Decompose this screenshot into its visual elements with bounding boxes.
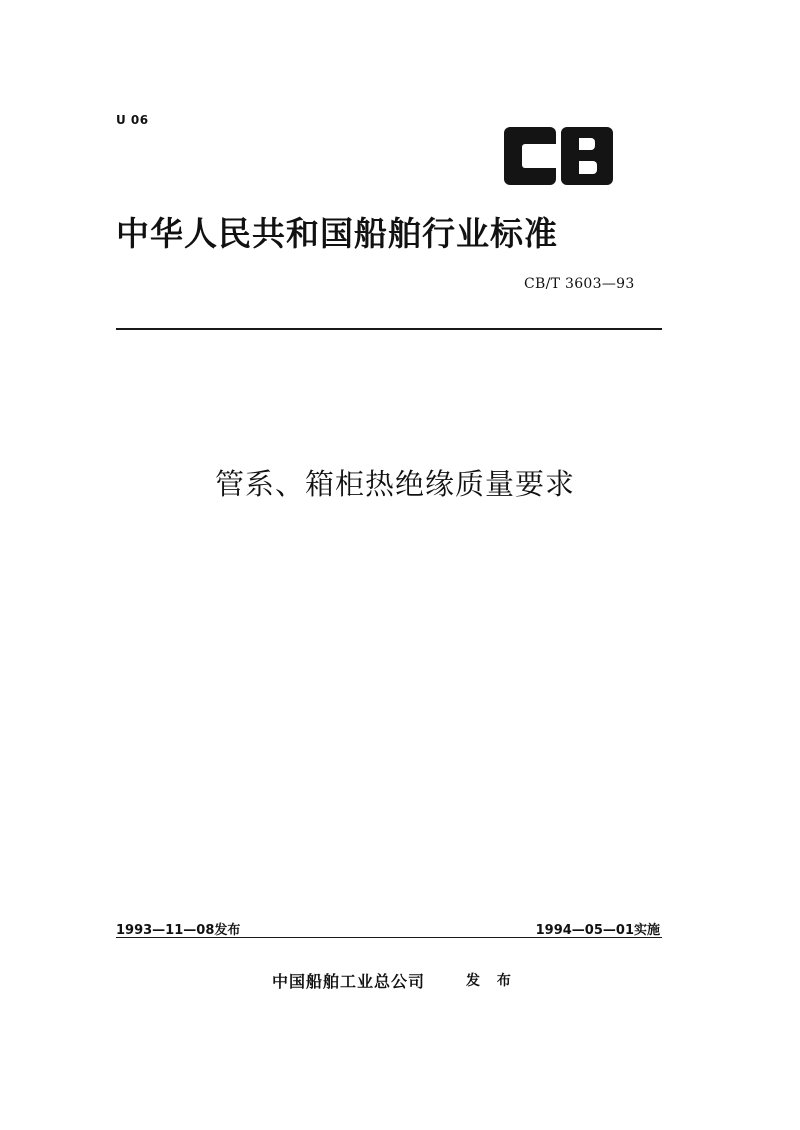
bottom-divider	[116, 937, 662, 938]
issue-date: 1993—11—08发布	[116, 923, 241, 938]
cb-logo	[504, 127, 613, 185]
logo-letter-c	[504, 127, 556, 185]
standard-number: CB/T 3603—93	[524, 276, 635, 292]
document-title: 管系、箱柜热绝缘质量要求	[214, 467, 575, 501]
classification-code: U 06	[116, 113, 149, 127]
logo-letter-b	[561, 127, 613, 185]
implementation-date: 1994—05—01实施	[535, 923, 660, 938]
issue-word: 发 布	[466, 973, 517, 989]
standard-title: 中华人民共和国船舶行业标准	[116, 214, 558, 253]
top-divider	[116, 328, 662, 330]
issuer-name: 中国船舶工业总公司	[272, 972, 426, 991]
